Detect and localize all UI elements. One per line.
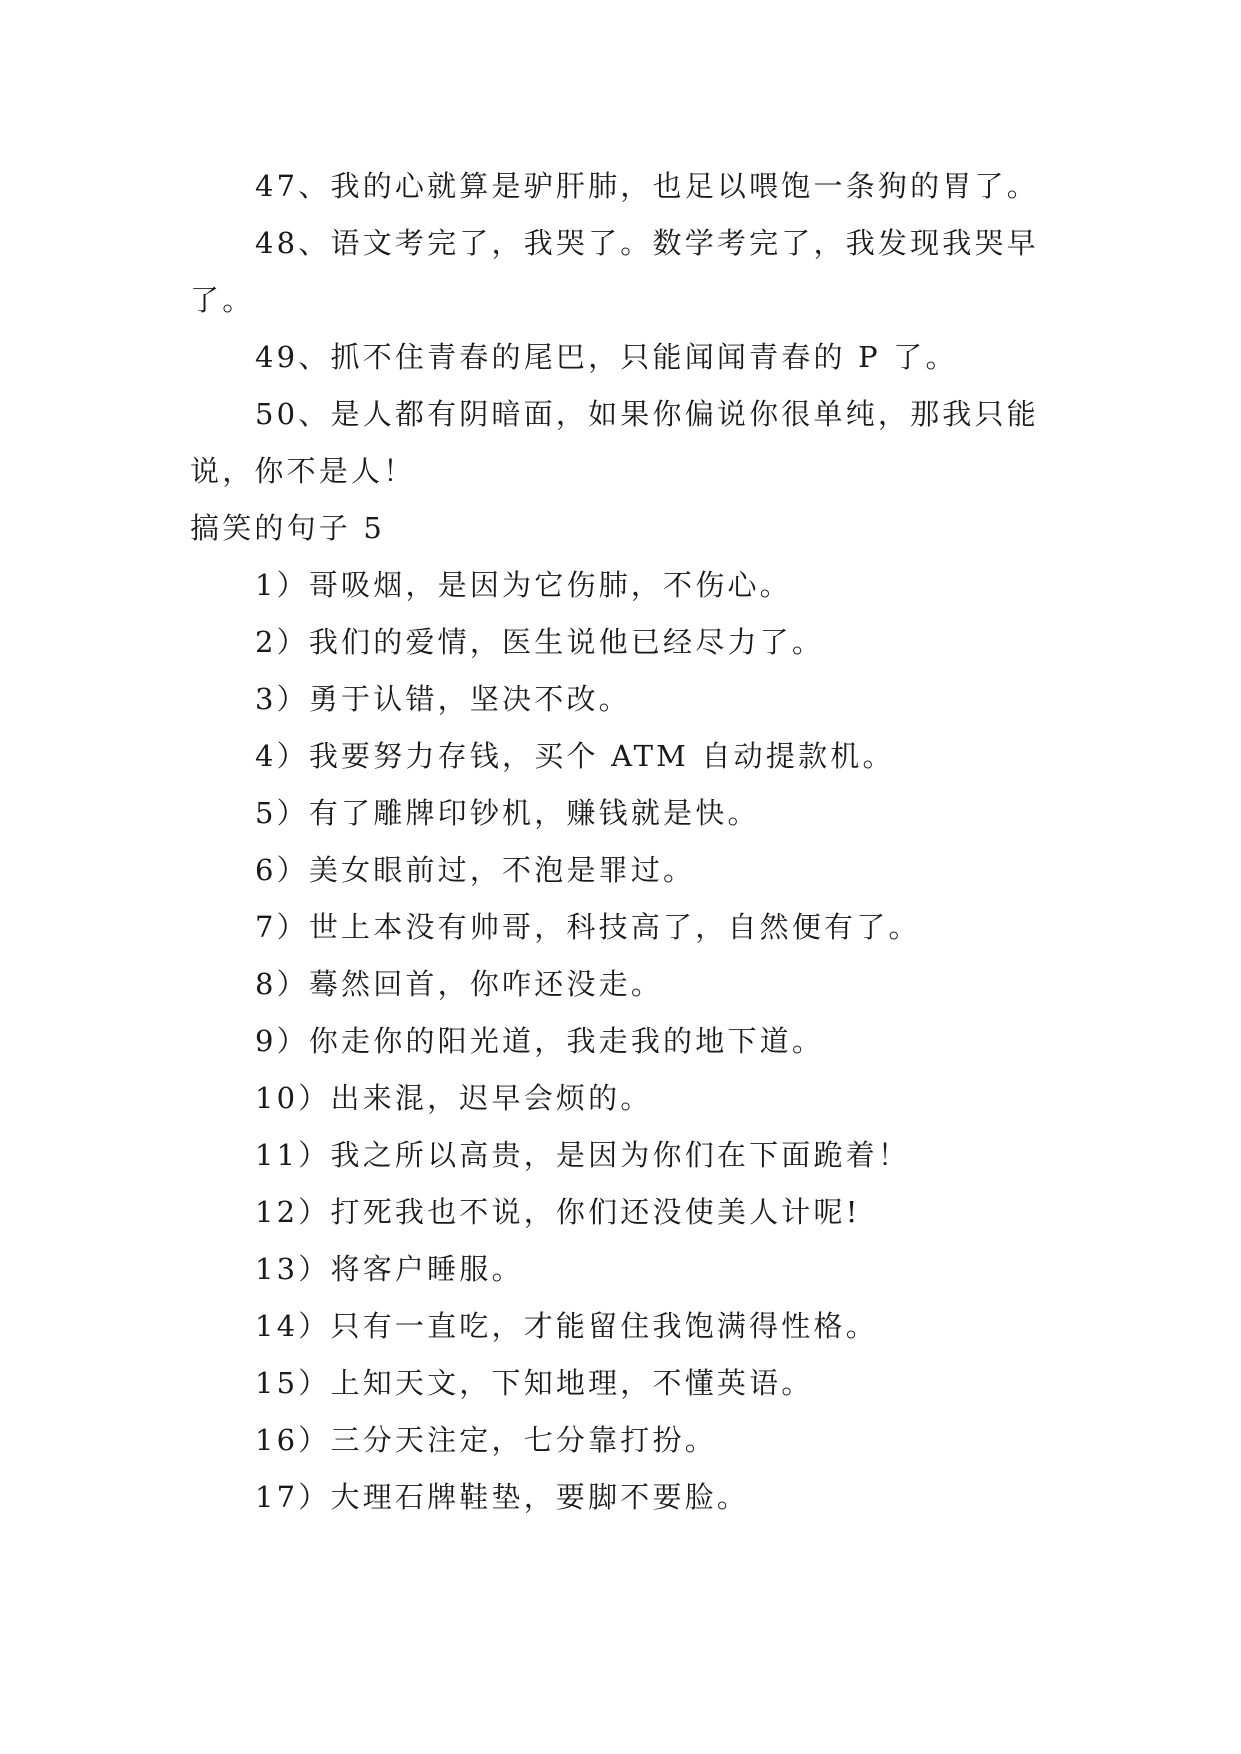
list-item: 10）出来混，迟早会烦的。 (255, 1081, 653, 1115)
paragraph-50-line-1: 50、是人都有阴暗面，如果你偏说你很单纯，那我只能 (255, 397, 1039, 431)
list-item: 11）我之所以高贵，是因为你们在下面跪着！ (255, 1138, 911, 1172)
list-item: 3）勇于认错，坚决不改。 (255, 682, 631, 716)
paragraph-50-line-2: 说，你不是人！ (190, 454, 416, 488)
paragraph-48-line-2: 了。 (190, 283, 255, 317)
list-item: 5）有了雕牌印钞机，赚钱就是快。 (255, 796, 760, 830)
list-item: 2）我们的爱情，医生说他已经尽力了。 (255, 625, 825, 659)
list-item: 17）大理石牌鞋垫，要脚不要脸。 (255, 1480, 750, 1514)
paragraph-49: 49、抓不住青春的尾巴，只能闻闻青春的 P 了。 (255, 340, 958, 374)
paragraph-47: 47、我的心就算是驴肝肺，也足以喂饱一条狗的胃了。 (255, 169, 1039, 203)
section-title: 搞笑的句子 5 (190, 511, 386, 545)
list-item: 6）美女眼前过，不泡是罪过。 (255, 853, 696, 887)
list-item: 4）我要努力存钱，买个 ATM 自动提款机。 (255, 739, 895, 773)
list-item: 12）打死我也不说，你们还没使美人计呢! (255, 1195, 861, 1229)
paragraph-48-line-1: 48、语文考完了，我哭了。数学考完了，我发现我哭早 (255, 226, 1039, 260)
list-item: 1）哥吸烟，是因为它伤肺，不伤心。 (255, 568, 792, 602)
list-item: 16）三分天注定，七分靠打扮。 (255, 1423, 717, 1457)
list-item: 8）蓦然回首，你咋还没走。 (255, 967, 664, 1001)
list-item: 15）上知天文，下知地理，不懂英语。 (255, 1366, 814, 1400)
list-item: 13）将客户睡服。 (255, 1252, 524, 1286)
list-item: 14）只有一直吃，才能留住我饱满得性格。 (255, 1309, 878, 1343)
list-item: 7）世上本没有帅哥，科技高了，自然便有了。 (255, 910, 921, 944)
list-item: 9）你走你的阳光道，我走我的地下道。 (255, 1024, 825, 1058)
